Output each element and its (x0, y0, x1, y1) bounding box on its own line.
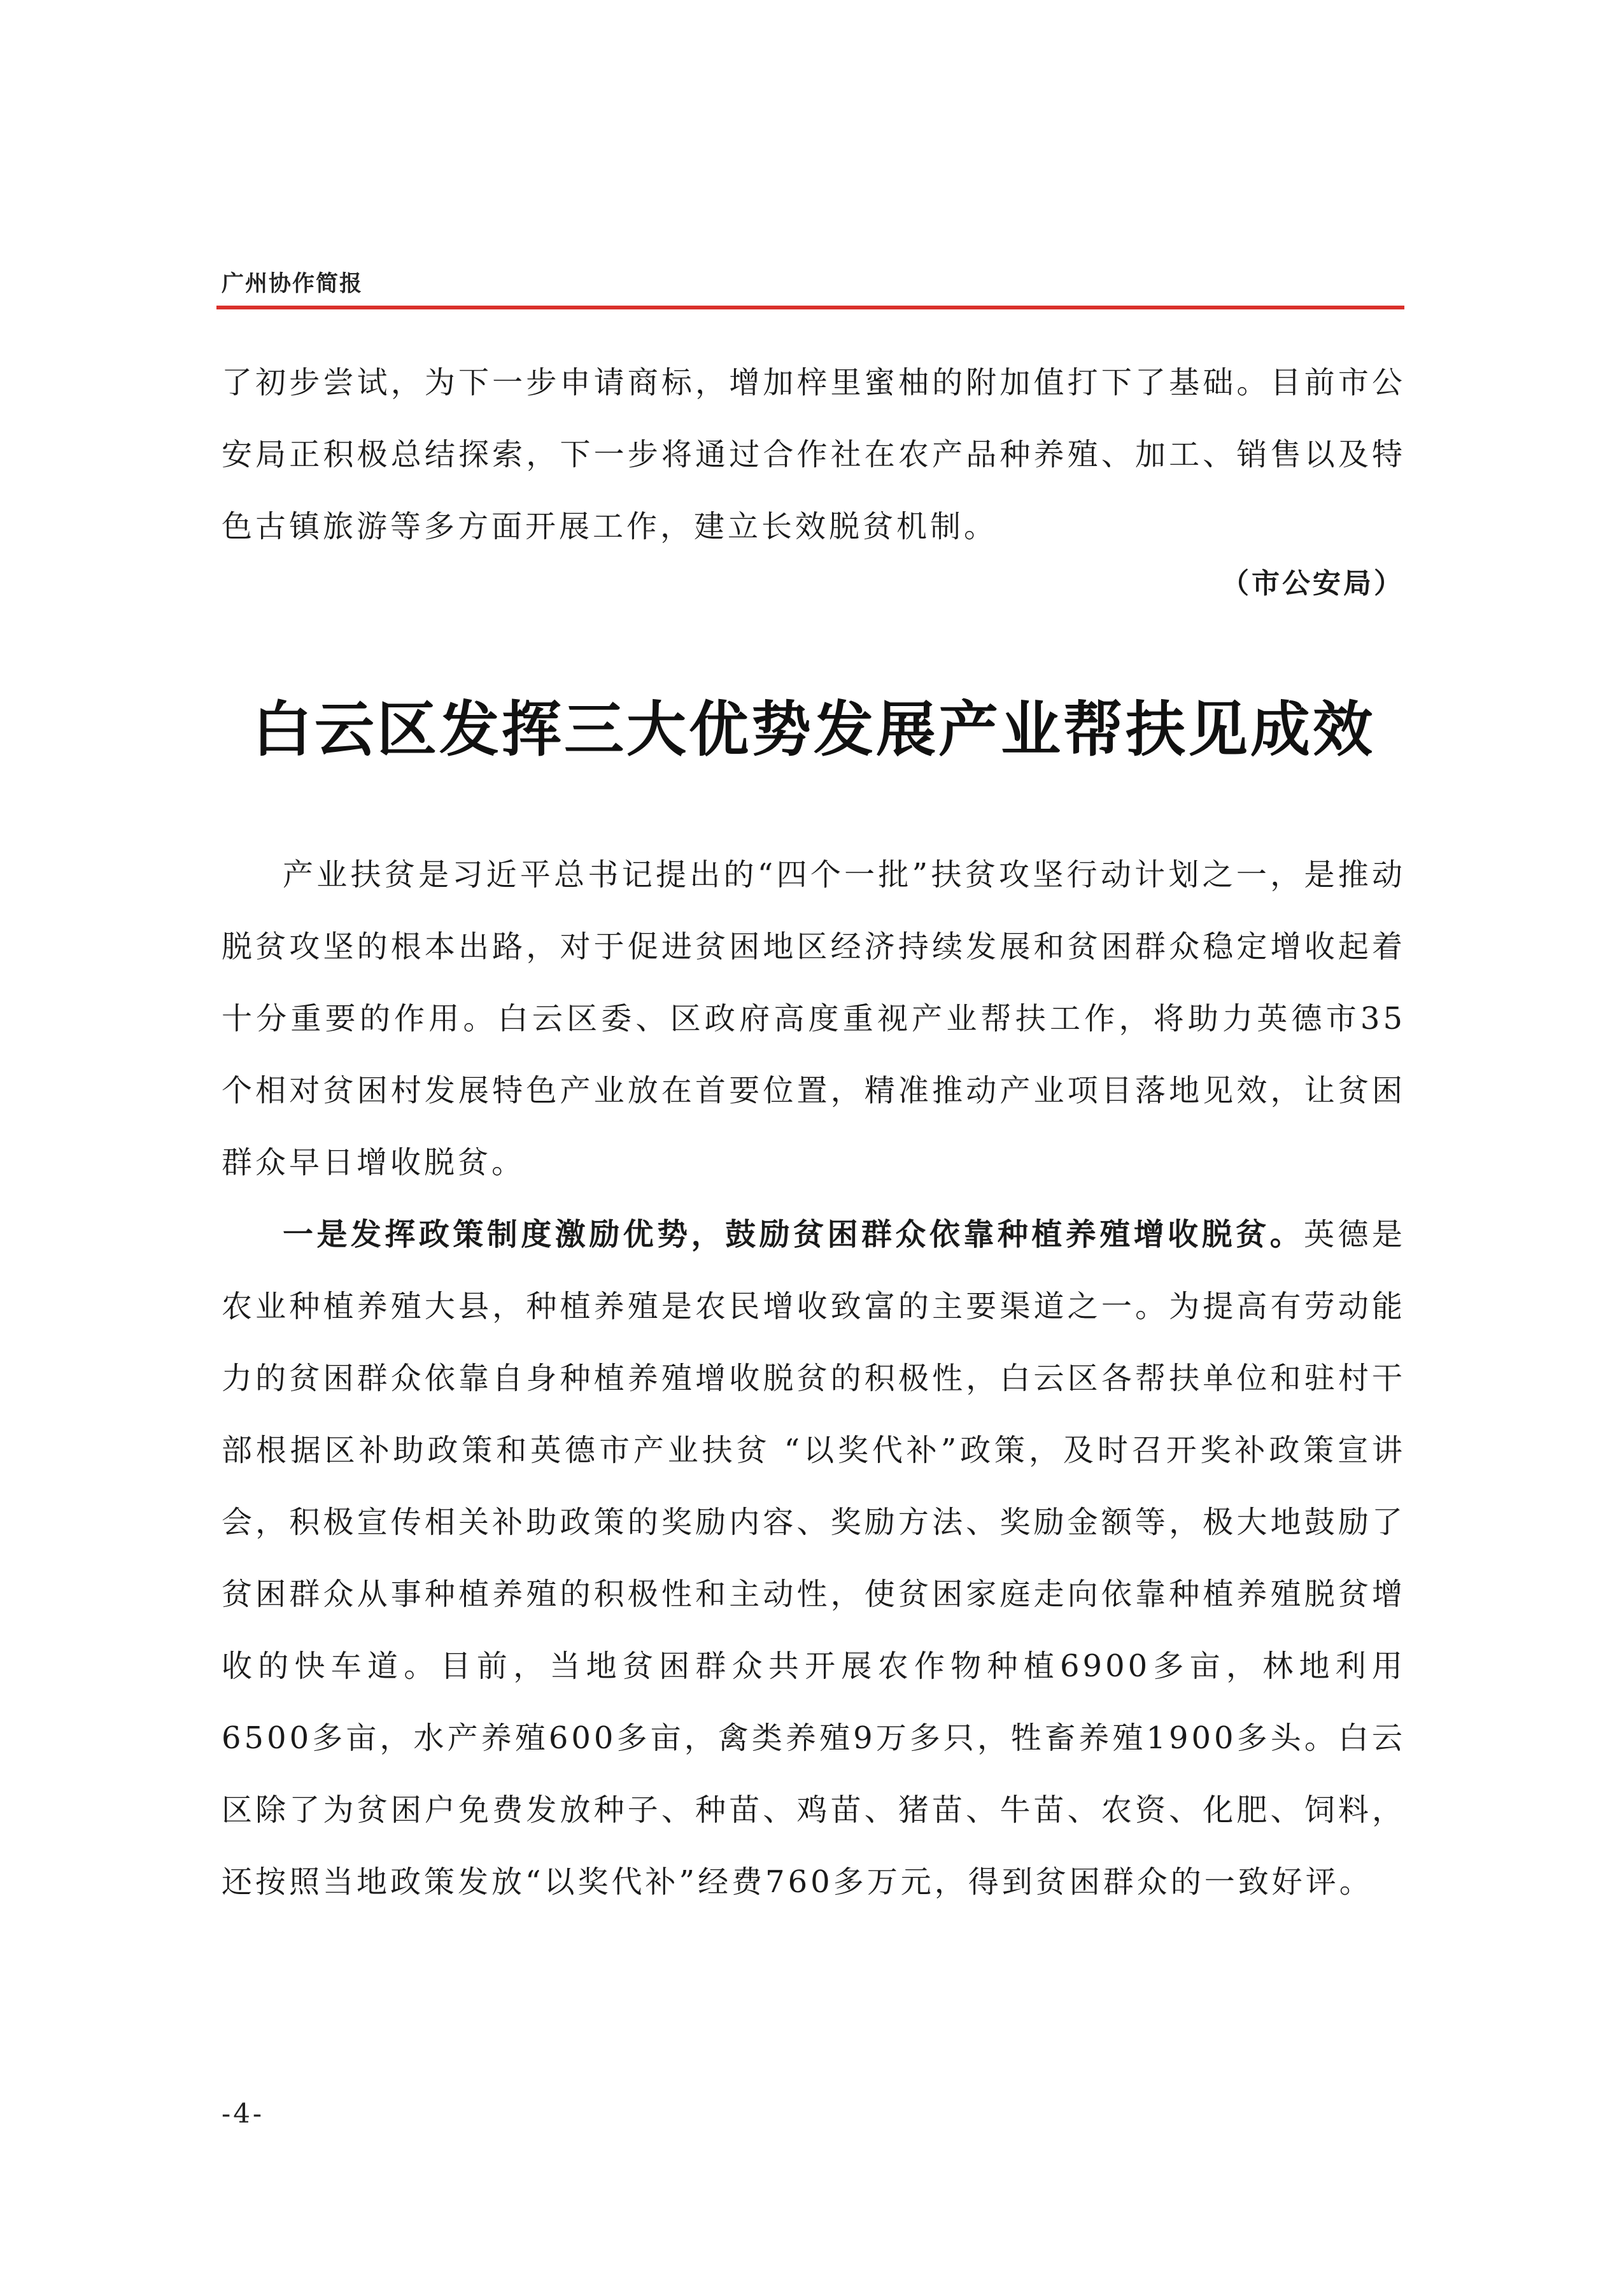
source-attribution: （市公安局） (1221, 567, 1404, 600)
publication-header: 广州协作简报 (222, 271, 364, 297)
point-one-body: 英德是农业种植养殖大县，种植养殖是农民增收致富的主要渠道之一。为提高有劳动能力的贫困群众依靠自身种植养殖增收脱贫的积极性，白云区各帮扶单位和驻村干部根据区补助政策和英德市产业扶贫 “以奖代补”政策，及时召开奖补政策宣讲会，积极宣传相关补助政策的奖励内容、奖励方法、奖励金额等，极大地鼓励了贫困群众从事种植养殖的积极性和主动性，使贫困家庭走向依靠种植养殖脱贫增收的快车道。目前，当地贫困群众共开展农作物种植6900多亩，林地利用6500多亩，水产养殖600多亩，禽类养殖9万多只，牲畜养殖1900多头。白云区除了为贫困户免费发放种子、种苗、鸡苗、猪苗、牛苗、农资、化肥、饲料，还按照当地政策发放“以奖代补”经费760多万元，得到贫困群众的一致好评。 (222, 1217, 1406, 1900)
point-one-paragraph (222, 1199, 1406, 1918)
point-one-lead: 一是发挥政策制度激励优势，鼓励贫困群众依靠种植养殖增收脱贫。 (283, 1217, 1304, 1252)
article-body (222, 839, 1406, 1918)
header-divider (216, 306, 1404, 309)
intro-paragraph: 产业扶贫是习近平总书记提出的“四个一批”扶贫攻坚行动计划之一，是推动脱贫攻坚的根本出路，对于促进贫困地区经济持续发展和贫困群众稳定增收起着十分重要的作用。白云区委、区政府高度重视产业帮扶工作，将助力英德市35个相对贫困村发展特色产业放在首要位置，精准推动产业项目落地见效，让贫困群众早日增收脱贫。 (222, 857, 1406, 1180)
page-number: -4- (222, 2098, 265, 2129)
continued-text: 了初步尝试，为下一步申请商标，增加梓里蜜柚的附加值打下了基础。目前市公安局正积极总结探索，下一步将通过合作社在农产品种养殖、加工、销售以及特色古镇旅游等多方面开展工作，建立长效脱贫机制。 (222, 365, 1406, 544)
article-title: 白云区发挥三大优势发展产业帮扶见成效 (251, 695, 1375, 765)
continued-paragraph (222, 347, 1406, 563)
